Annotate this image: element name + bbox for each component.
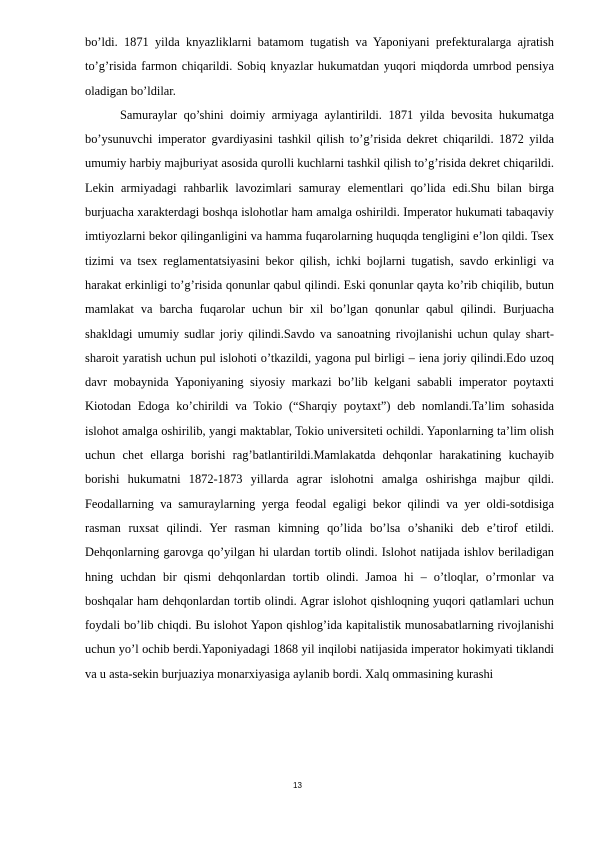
paragraph-samurai-army: Samuraylar qo’shini doimiy armiyaga aylantirildi. 1871 yilda bevosita hukumatga bo’ysunuvchi imperator gvardiyasini tashkil qilish to’g’risida dekret chiqarildi. 1872 yilda umumiy harbiy majburiyat asosida qurolli kuchlarni tashkil qilish to’g’risida dekret chiqarildi. Lekin armiyadagi rahbarlik lavozimlari samuray elementlari qo’lida edi.Shu bilan birga burjuacha xarakterdagi boshqa islohotlar ham amalga oshirildi. Imperator hukumati tabaqaviy imtiyozlarni bekor qilinganligini va hamma fuqarolarning huquqda tengligini e’lon qildi. Tsex tizimi va tsex reglamentatsiyasini bekor qilish, ichki bojlarni tugatish, savdo erkinligi va harakat erkinligi to’g’risida qonunlar qabul qilindi. Eski qonunlar qayta ko’rib chiqilib, butun mamlakat va barcha fuqarolar uchun bir xil bo’lgan qonunlar qabul qilindi. Burjuacha shakldagi umumiy sudlar joriy qilindi.Savdo va sanoatning rivojlanishi uchun qulay shart-sharoit yaratish uchun pul islohoti o’tkazildi, yagona pul birligi – iena joriy qilindi.Edo uzoq davr mobaynida Yaponiyaning siyosiy markazi bo’lib kelgani sababli imperator poytaxti Kiotodan Edoga ko’chirildi va Tokio (“Sharqiy poytaxt”) deb nomlandi.Ta’lim sohasida islohot amalga oshirilib, yangi maktablar, Tokio universiteti ochildi. Yaponlarning ta’lim olish uchun chet ellarga borishi rag’batlantirildi.Mamlakatda dehqonlar harakatining kuchayib borishi hukumatni 1872-1873 yillarda agrar islohotni amalga oshirishga majbur qildi. Feodallarning va samuraylarning yerga feodal egaligi bekor qilindi va yer oldi-sotdisiga rasman ruxsat qilindi. Yer rasman kimning qo’lida bo’lsa o’shaniki deb e’tirof etildi. Dehqonlarning garovga qo’yilgan hi ulardan tortib olindi. Islohot natijada ishlov beriladigan hning uchdan bir qismi dehqonlardan tortib olindi. Jamoa hi – o’tloqlar, o’rmonlar va boshqalar ham dehqonlardan tortib olindi. Agrar islohot qishloqning yuqori qatlamlari uchun foydali bo’lib chiqdi. Bu islohot Yapon qishlog’ida kapitalistik munosabatlarning rivojlanishi uchun yo’l ochib berdi.Yaponiyadagi 1868 yil inqilobi natijasida imperator hokimyati tiklandi va u asta-sekin burjuaziya monarxiyasiga aylanib bordi. Xalq ommasining kurashi <box>85 107 554 681</box>
body-text <box>85 30 554 686</box>
page-number: 13 <box>293 781 302 790</box>
paragraph-continuation: bo’ldi. 1871 yilda knyazliklarni batamom tugatish va Yaponiyani prefekturalarga ajratish to’g’risida farmon chiqarildi. Sobiq knyazlar hukumatdan yuqori miqdorda umrbod pensiya oladigan bo’ldilar. <box>85 35 554 98</box>
